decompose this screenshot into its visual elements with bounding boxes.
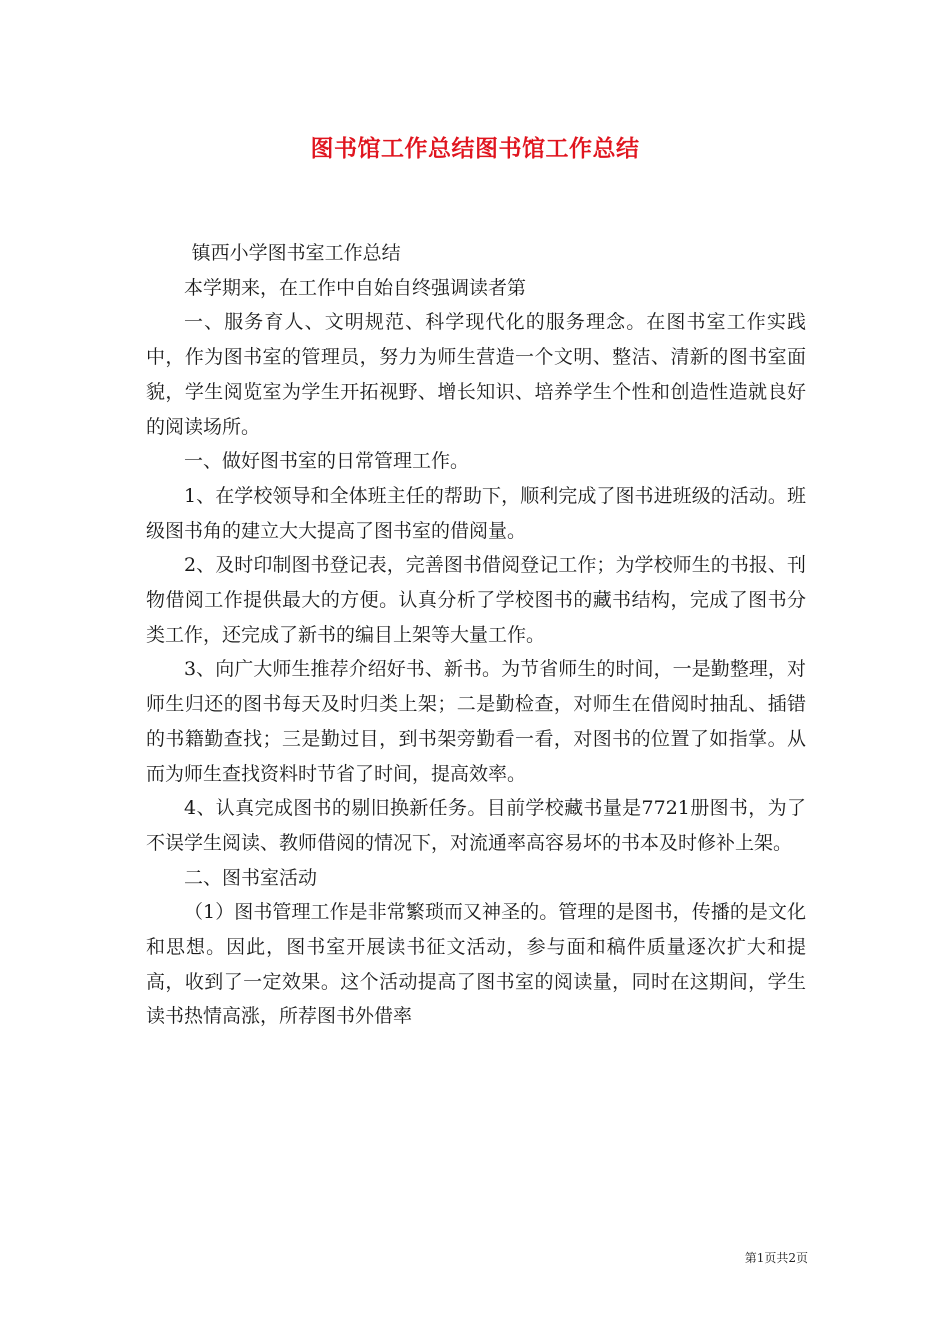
paragraph-item-1: 1、在学校领导和全体班主任的帮助下，顺利完成了图书进班级的活动。班级图书角的建立大大提高了图书室的借阅量。 <box>146 484 806 542</box>
paragraph-service-concept: 一、服务育人、文明规范、科学现代化的服务理念。在图书室工作实践中，作为图书室的管理员，努力为师生营造一个文明、整洁、清新的图书室面貌，学生阅览室为学生开拓视野、增长知识、培养学生个性和创造性造就良好的阅读场所。 <box>146 311 806 438</box>
paragraph-intro: 本学期来，在工作中自始自终强调读者第 <box>184 276 527 299</box>
paragraph-item-3: 3、向广大师生推荐介绍好书、新书。为节省师生的时间，一是勤整理，对师生归还的图书每天及时归类上架；二是勤检查，对师生在借阅时抽乱、插错的书籍勤查找；三是勤过目，到书架旁勤看一看，对图书的位置了如指掌。从而为师生查找资料时节省了时间，提高效率。 <box>146 658 806 785</box>
document-title: 图书馆工作总结图书馆工作总结 <box>310 135 640 162</box>
paragraph-item-4: 4、认真完成图书的剔旧换新任务。目前学校藏书量是7721册图书，为了不误学生阅读、教师借阅的情况下，对流通率高容易坏的书本及时修补上架。 <box>146 797 806 854</box>
document-body <box>146 236 806 1034</box>
paragraph-section-2-heading: 二、图书室活动 <box>184 866 318 889</box>
paragraph-item-2: 2、及时印制图书登记表，完善图书借阅登记工作；为学校师生的书报、刊物借阅工作提供最大的方便。认真分析了学校图书的藏书结构，完成了图书分类工作，还完成了新书的编目上架等大量工作。 <box>146 554 806 646</box>
paragraph-activity-1: （1）图书管理工作是非常繁琐而又神圣的。管理的是图书，传播的是文化和思想。因此，图书室开展读书征文活动，参与面和稿件质量逐次扩大和提高，收到了一定效果。这个活动提高了图书室的阅读量，同时在这期间，学生读书热情高涨，所荐图书外借率 <box>146 901 806 1028</box>
page-number-footer: 第1页共2页 <box>744 1251 808 1265</box>
paragraph-subtitle: 镇西小学图书室工作总结 <box>191 242 401 264</box>
paragraph-section-1-heading: 一、做好图书室的日常管理工作。 <box>184 450 470 473</box>
